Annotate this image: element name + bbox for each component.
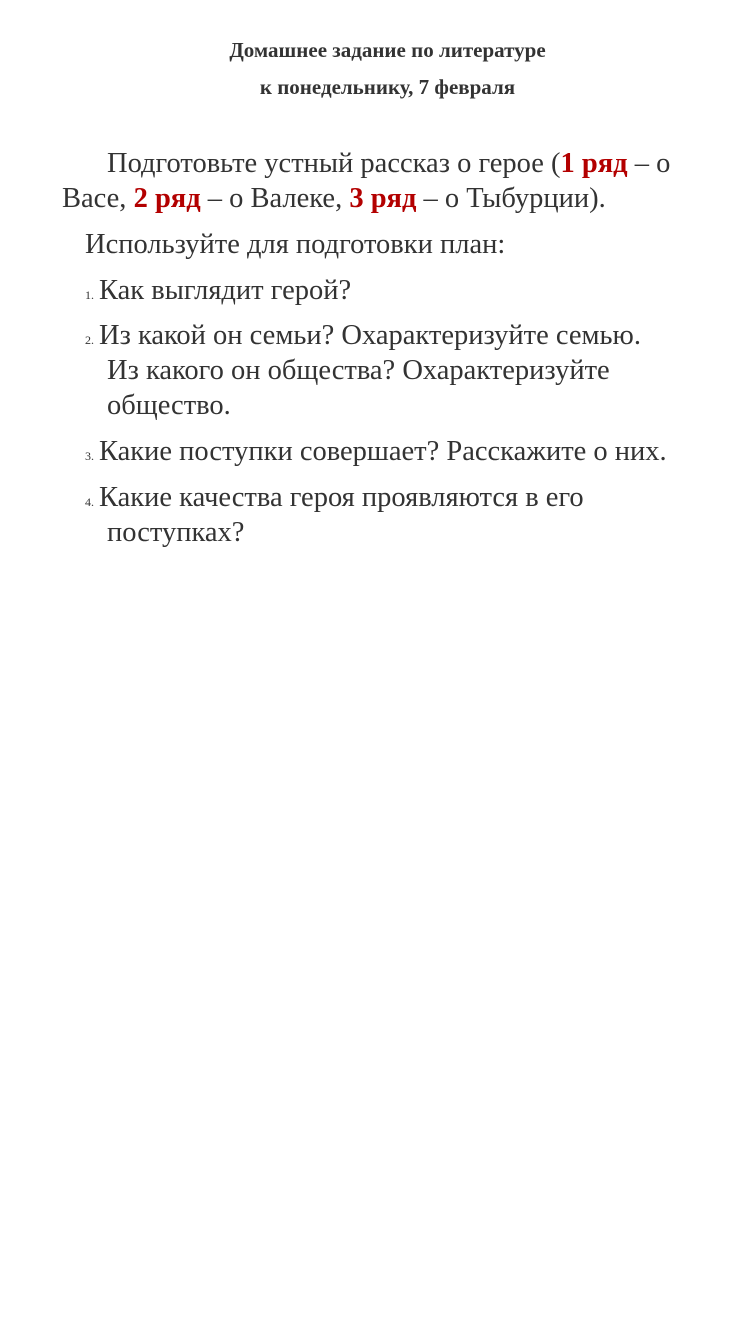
row-3-label: 3 ряд [349,183,417,214]
plan-intro: Используйте для подготовки план: [85,229,506,260]
plan-item-number: 3. [85,449,94,463]
page-title: Домашнее задание по литературе [229,38,546,62]
page-subtitle-date: к понедельнику, 7 февраля [259,75,516,99]
intro-text-1: Подготовьте устный рассказ о герое ( [107,148,561,179]
plan-item-text: Какие поступки совершает? Расскажите о них. [99,436,667,467]
plan-item-number: 1. [85,288,94,302]
row-2-label: 2 ряд [133,183,201,214]
intro-text-2: – о Васе, [62,148,671,214]
assignment-intro [62,146,722,216]
plan-item-text: Какие качества героя проявляются в его поступках? [99,482,584,548]
plan-item-number: 4. [85,495,94,509]
plan-item-text: Как выглядит герой? [99,275,352,306]
plan-item-number: 2. [85,333,94,347]
intro-text-3: – о Валеке, [200,183,350,214]
row-1-label: 1 ряд [560,148,628,179]
plan-item-text: Из какой он семьи? Охарактеризуйте семью. Из какого он общества? Охарактеризуйте общество. [99,320,641,421]
intro-text-4: – о Тыбурции). [416,183,606,214]
